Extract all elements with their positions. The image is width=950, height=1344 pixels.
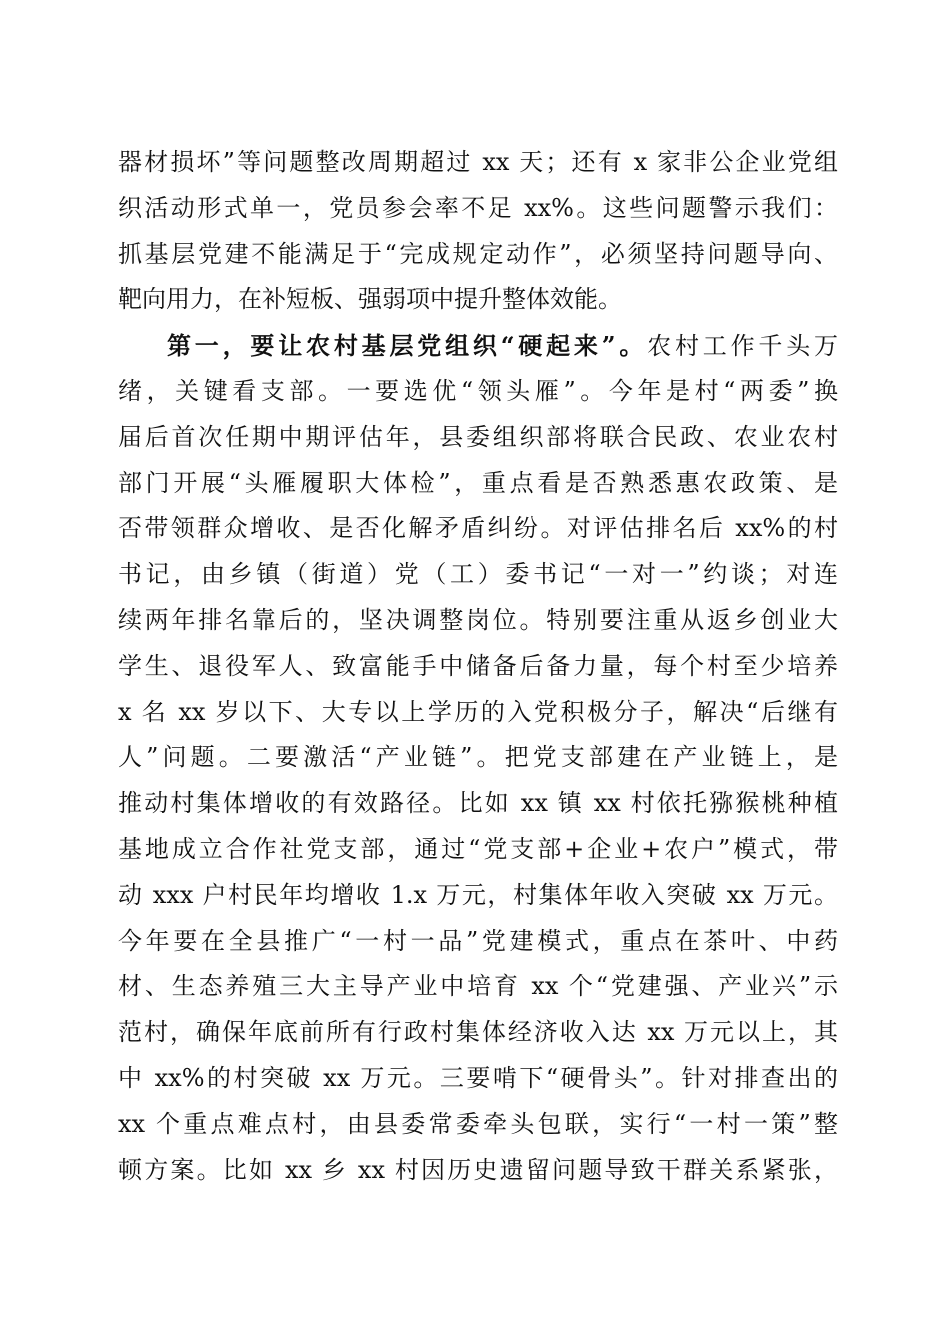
paragraph-2-first-line (118, 323, 838, 369)
paragraph-2-line: 届后首次任期中期评估年，县委组织部将联合民政、农业农村 (118, 422, 838, 451)
paragraph-2-line: 材、生态养殖三大主导产业中培育 xx 个“党建强、产业兴”示 (118, 972, 838, 1001)
paragraph-2-line: 续两年排名靠后的，坚决调整岗位。特别要注重从返乡创业大 (118, 605, 838, 634)
paragraph-2-line: 动 xxx 户村民年均增收 1.x 万元，村集体年收入突破 xx 万元。 (118, 880, 838, 909)
body-text (118, 140, 838, 1193)
paragraph-2-line: 书记，由乡镇（街道）党（工）委书记“一对一”约谈；对连 (118, 560, 838, 589)
paragraph-2-first-line-rest: 农村工作千头万 (647, 332, 839, 361)
paragraph-2-line: 部门开展“头雁履职大体检”，重点看是否熟悉惠农政策、是 (118, 468, 838, 497)
paragraph-2-line: 学生、退役军人、致富能手中储备后备力量，每个村至少培养 (118, 651, 838, 680)
paragraph-2-line: 基地成立合作社党支部，通过“党支部+企业+农户”模式，带 (118, 834, 838, 863)
paragraph-2-line: 顿方案。比如 xx 乡 xx 村因历史遗留问题导致干群关系紧张， (118, 1155, 838, 1184)
paragraph-2-line: 人”问题。二要激活“产业链”。把党支部建在产业链上，是 (118, 743, 838, 772)
paragraph-2-line: 推动村集体增收的有效路径。比如 xx 镇 xx 村依托猕猴桃种植 (118, 789, 838, 818)
paragraph-2-line: x 名 xx 岁以下、大专以上学历的入党积极分子，解决“后继有 (118, 697, 838, 726)
paragraph-2-line: 中 xx%的村突破 xx 万元。三要啃下“硬骨头”。针对排查出的 (118, 1063, 838, 1092)
paragraph-2-line: 否带领群众增收、是否化解矛盾纠纷。对评估排名后 xx%的村 (118, 514, 838, 543)
paragraph-1-line-1: 器材损坏”等问题整改周期超过 xx 天；还有 x 家非公企业党组 (118, 148, 838, 176)
paragraph-1-line-2: 织活动形式单一，党员参会率不足 xx%。这些问题警示我们： (118, 193, 838, 222)
section-heading: 第一，要让农村基层党组织“硬起来”。 (167, 331, 648, 361)
paragraph-1-line-3: 抓基层党建不能满足于“完成规定动作”，必须坚持问题导向、 (118, 239, 838, 268)
paragraph-2-line: 今年要在全县推广“一村一品”党建模式，重点在茶叶、中药 (118, 926, 838, 955)
paragraph-1-line-4: 靶向用力，在补短板、强弱项中提升整体效能。 (118, 285, 622, 314)
paragraph-2-line: 范村，确保年底前所有行政村集体经济收入达 xx 万元以上，其 (118, 1018, 838, 1047)
paragraph-2-line: 绪，关键看支部。一要选优“领头雁”。今年是村“两委”换 (118, 376, 838, 405)
paragraph-2-line: xx 个重点难点村，由县委常委牵头包联，实行“一村一策”整 (118, 1109, 838, 1138)
